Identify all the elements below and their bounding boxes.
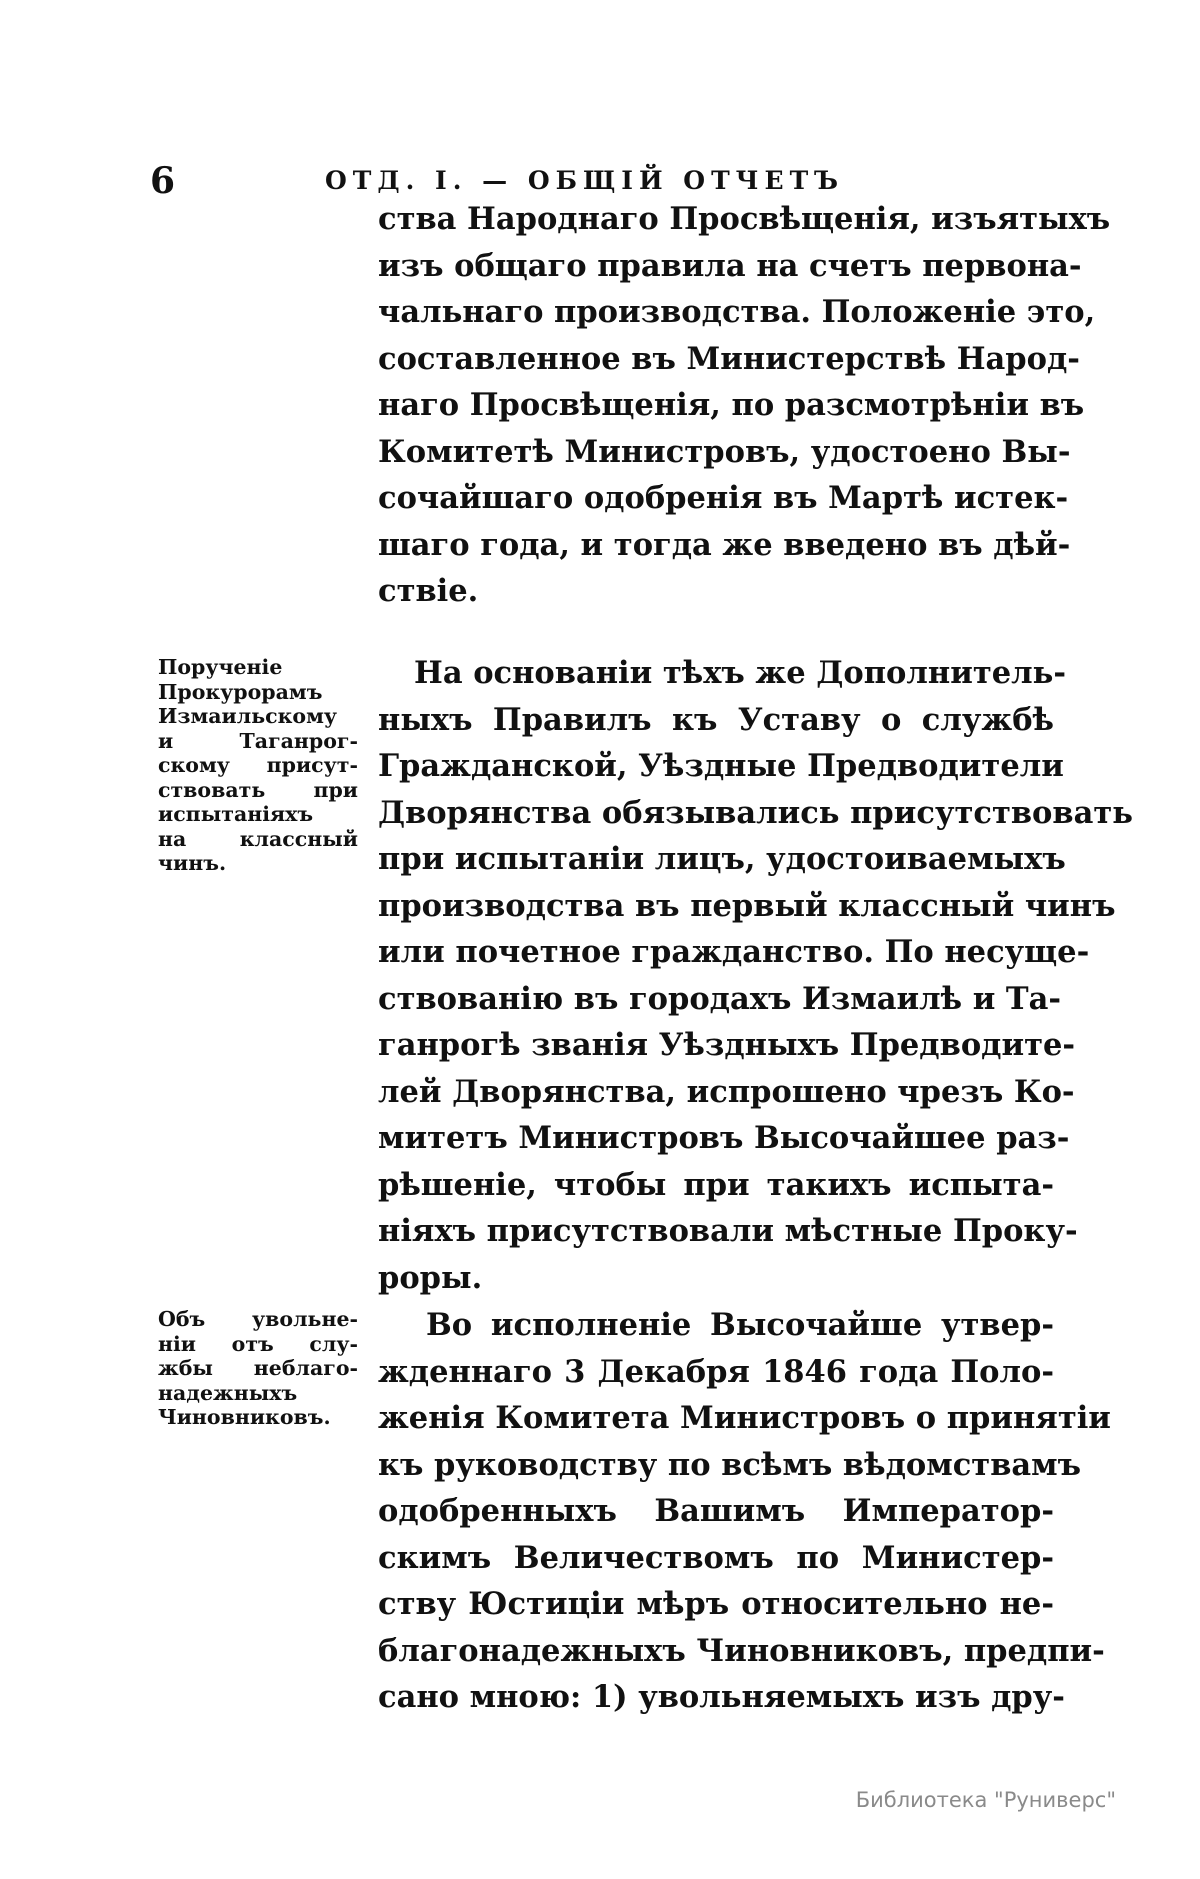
- running-title: ОТД. I. — ОБЩІЙ ОТЧЕТЪ: [325, 166, 845, 195]
- page-number: 6: [150, 160, 176, 202]
- text-line: жденнаго 3 Декабря 1846 года Поло-: [378, 1353, 1054, 1390]
- text-line: или почетное гражданство. По несуще-: [378, 934, 1090, 970]
- text-line: митетъ Министровъ Высочайшее раз-: [378, 1120, 1070, 1156]
- library-watermark: Библиотека "Руниверс": [855, 1788, 1116, 1812]
- note-line: ствовать при: [158, 777, 358, 802]
- text-line: составленное въ Министерствѣ Народ-: [378, 340, 1080, 377]
- text-line: благонадежныхъ Чиновниковъ, предпи-: [378, 1632, 1105, 1669]
- paragraph-1: [378, 196, 1111, 615]
- note-line: Объ увольне-: [158, 1307, 358, 1331]
- text-line: Во исполненіе Высочайше утвер-: [426, 1307, 1054, 1343]
- text-line: рѣшеніе, чтобы при такихъ испыта-: [378, 1166, 1054, 1203]
- text-line: На основаніи тѣхъ же Дополнитель-: [414, 655, 1066, 691]
- text-line: сано мною: 1) увольняемыхъ изъ дру-: [378, 1679, 1065, 1715]
- note-line: чинъ.: [158, 851, 227, 875]
- note-line: Порученіе: [158, 655, 283, 679]
- note-line: ніи отъ слу-: [158, 1331, 358, 1356]
- note-line: и Таганрог-: [158, 728, 358, 753]
- text-line: производства въ первый классный чинъ: [378, 887, 1116, 924]
- text-line: женія Комитета Министровъ о принятіи: [378, 1400, 1111, 1436]
- text-line: Гражданской, Уѣздные Предводители: [378, 748, 1064, 784]
- note-line: на классный: [158, 826, 358, 851]
- note-line: Чиновниковъ.: [158, 1405, 331, 1429]
- text-line: Дворянства обязывались присутствовать: [378, 794, 1133, 831]
- paragraph-2: [378, 650, 1133, 1301]
- note-line: жбы неблаго-: [158, 1356, 358, 1380]
- note-line: испытаніяхъ: [158, 802, 314, 826]
- text-line: ствованію въ городахъ Измаилѣ и Та-: [378, 980, 1062, 1017]
- text-line: ства Народнаго Просвѣщенія, изъятыхъ: [378, 201, 1111, 237]
- text-line: ству Юстиціи мѣръ относительно не-: [378, 1586, 1054, 1622]
- note-line: Измаильскому: [158, 704, 338, 728]
- text-line: ніяхъ присутствовали мѣстные Проку-: [378, 1213, 1078, 1249]
- margin-note-2: [158, 1307, 358, 1430]
- paragraph-3: [378, 1302, 1111, 1721]
- text-line: лей Дворянства, испрошено чрезъ Ко-: [378, 1073, 1075, 1110]
- text-line: сочайшаго одобренія въ Мартѣ истек-: [378, 480, 1069, 516]
- text-line: ганрогѣ званія Уѣздныхъ Предводите-: [378, 1027, 1076, 1063]
- text-line: ныхъ Правилъ къ Уставу о службѣ: [378, 701, 1054, 738]
- note-line: надежныхъ: [158, 1380, 298, 1405]
- text-line: при испытаніи лицъ, удостоиваемыхъ: [378, 841, 1066, 877]
- note-line: скому присут-: [158, 753, 358, 777]
- text-line: ствіе.: [378, 573, 479, 609]
- text-line: шаго года, и тогда же введено въ дѣй-: [378, 526, 1071, 563]
- text-line: скимъ Величествомъ по Министер-: [378, 1539, 1054, 1576]
- text-line: одобренныхъ Вашимъ Император-: [378, 1493, 1054, 1529]
- text-line: роры.: [378, 1259, 483, 1296]
- margin-note-1: [158, 655, 358, 876]
- note-line: Прокурорамъ: [158, 679, 323, 704]
- text-line: наго Просвѣщенія, по разсмотрѣніи въ: [378, 387, 1085, 423]
- text-line: Комитетѣ Министровъ, удостоено Вы-: [378, 433, 1071, 470]
- text-line: чальнаго производства. Положеніе это,: [378, 294, 1096, 330]
- text-line: изъ общаго правила на счетъ первона-: [378, 247, 1082, 284]
- text-line: къ руководству по всѣмъ вѣдомствамъ: [378, 1446, 1082, 1483]
